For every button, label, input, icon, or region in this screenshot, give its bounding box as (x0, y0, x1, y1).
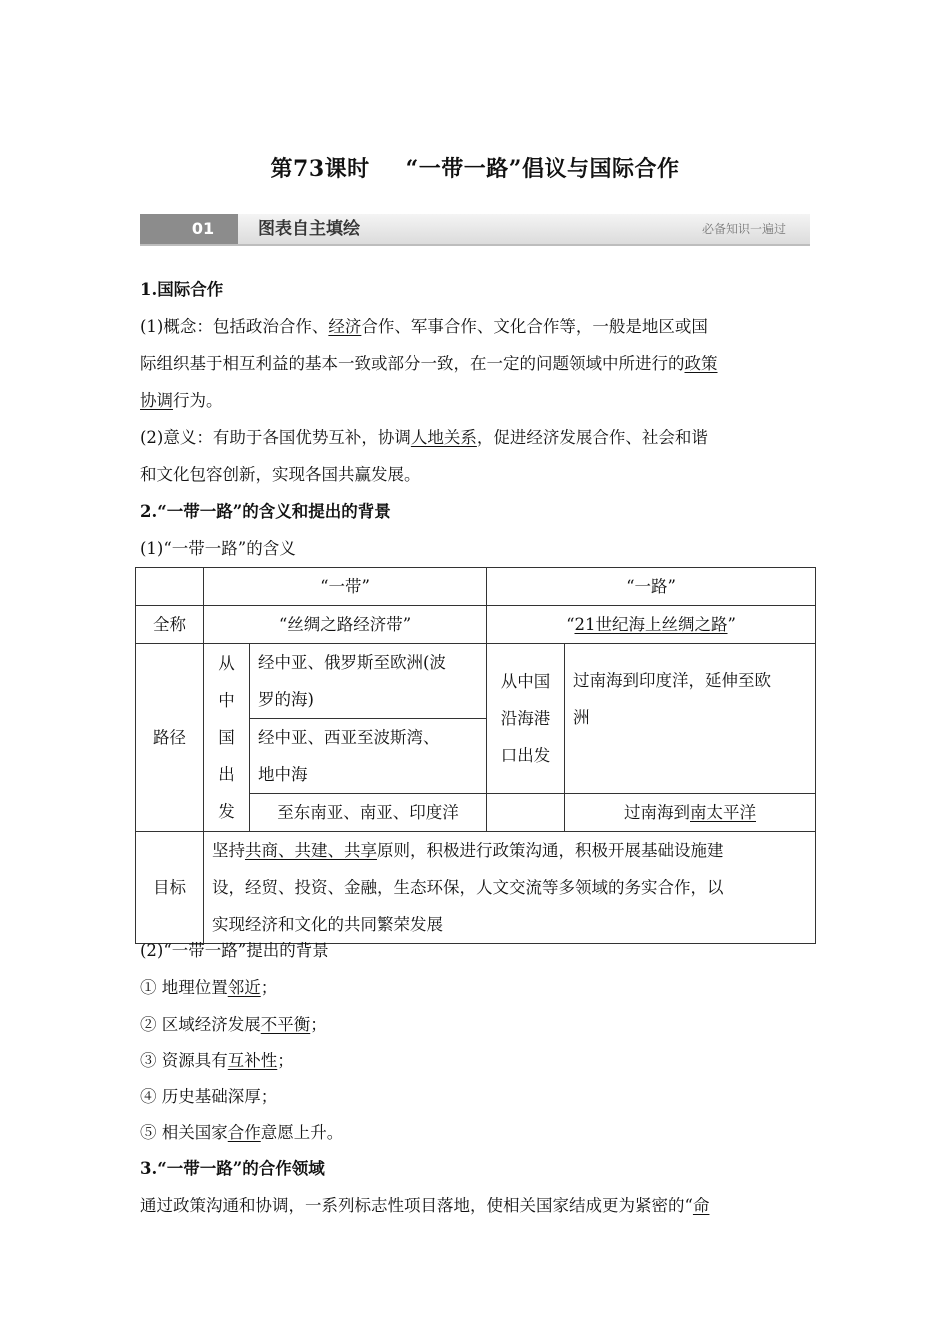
belt-road-table (135, 567, 816, 944)
header-road: “一路” (487, 568, 816, 606)
table-row (136, 568, 816, 606)
list-item: ② 区域经济发展不平衡； (140, 1015, 327, 1034)
banner-tag: 必备知识一遍过 (701, 222, 786, 236)
concept-line-1: (1)概念：包括政治合作、经济合作、军事合作、文化合作等，一般是地区或国 (140, 317, 708, 336)
banner-label: 图表自主填绘 (258, 219, 360, 239)
road-from-china: 从中国 沿海港 口出发 (487, 644, 565, 794)
list-item: ④ 历史基础深厚； (140, 1087, 278, 1106)
section-banner (140, 214, 810, 246)
page-title (0, 152, 950, 183)
heading-belt-road-meaning: 2.“一带一路”的含义和提出的背景 (140, 502, 391, 521)
list-item: ⑤ 相关国家合作意愿上升。 (140, 1123, 344, 1142)
belt-full-name: “丝绸之路经济带” (204, 606, 487, 644)
belt-route-1: 经中亚、俄罗斯至欧洲(波 罗的海) (250, 644, 487, 719)
header-belt: “一带” (204, 568, 487, 606)
heading-international-cooperation: 1.国际合作 (140, 280, 224, 299)
road-route-1: 过南海到印度洋，延伸至欧 洲 (565, 644, 816, 794)
heading-cooperation-fields: 3.“一带一路”的合作领域 (140, 1159, 325, 1178)
table-row (136, 606, 816, 644)
subheading-background: (2)“一带一路”提出的背景 (140, 941, 329, 960)
lesson-topic: “一带一路”倡议与国际合作 (405, 156, 680, 182)
significance-line-1: (2)意义：有助于各国优势互补，协调人地关系，促进经济发展合作、社会和谐 (140, 428, 708, 447)
row-label-name: 全称 (136, 606, 204, 644)
belt-route-2: 经中亚、西亚至波斯湾、 地中海 (250, 719, 487, 794)
lesson-number: 第73课时 (270, 156, 370, 182)
table-row (136, 644, 816, 719)
row-label-route: 路径 (136, 644, 204, 832)
list-item: ③ 资源具有互补性； (140, 1051, 294, 1070)
fields-line-1: 通过政策沟通和协调，一系列标志性项目落地，使相关国家结成更为紧密的“命 (140, 1196, 710, 1215)
table-row (136, 832, 816, 944)
belt-route-3: 至东南亚、南亚、印度洋 (250, 794, 487, 832)
belt-from-china: 从 中 国 出 发 (204, 644, 250, 832)
row-label-goal: 目标 (136, 832, 204, 944)
road-full-name: “21世纪海上丝绸之路” (487, 606, 816, 644)
subheading-meaning: (1)“一带一路”的含义 (140, 539, 296, 558)
concept-line-2: 际组织基于相互利益的基本一致或部分一致，在一定的问题领域中所进行的政策 (140, 354, 718, 373)
road-route-2: 过南海到南太平洋 (565, 794, 816, 832)
concept-line-3: 协调行为。 (140, 391, 223, 410)
list-item: ① 地理位置邻近； (140, 978, 278, 997)
banner-number: 01 (191, 219, 215, 238)
goal-text: 坚持共商、共建、共享原则，积极进行政策沟通，积极开展基础设施建 设，经贸、投资、金融，生态环保，人文交流等多领域的务实合作，以 实现经济和文化的共同繁荣发展 (204, 832, 816, 944)
significance-line-2: 和文化包容创新，实现各国共赢发展。 (140, 465, 421, 484)
